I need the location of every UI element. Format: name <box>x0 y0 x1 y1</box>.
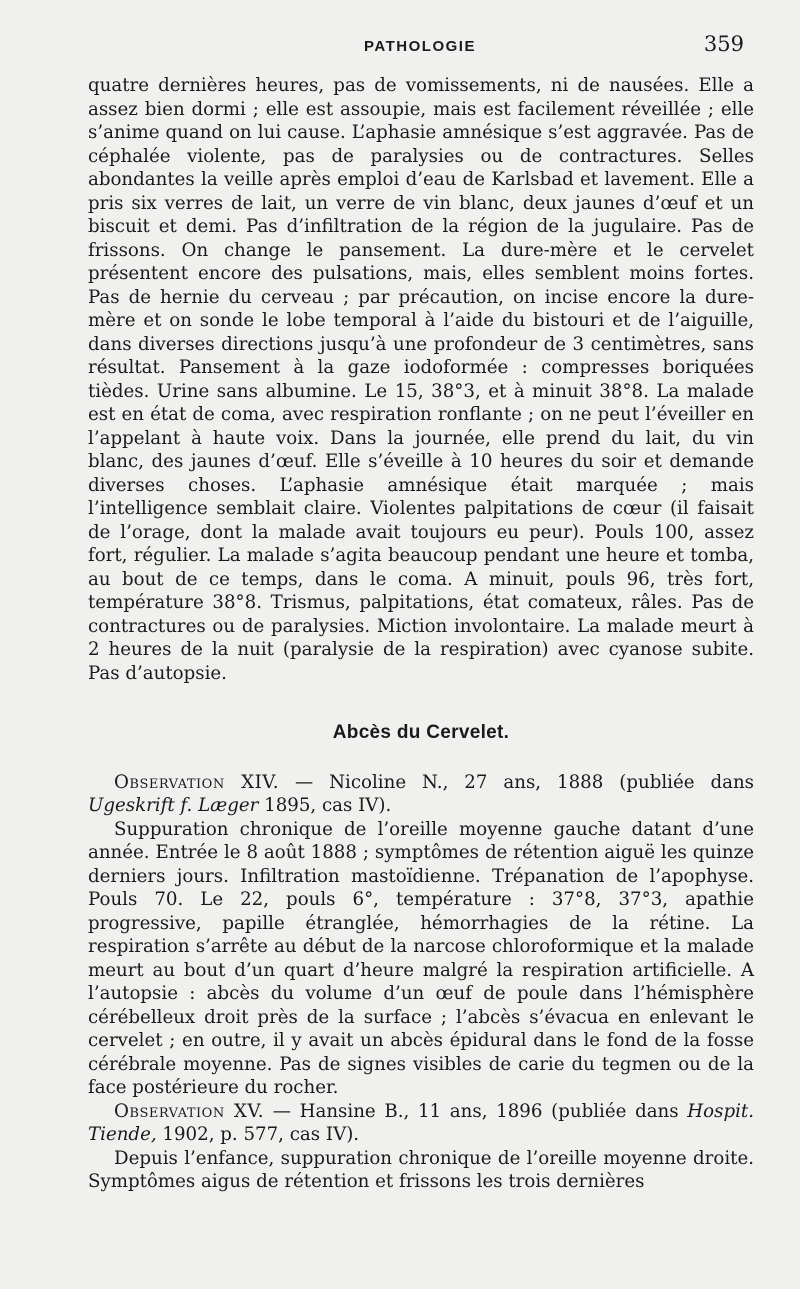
observation-citation-end: 1902, p. 577, cas IV). <box>156 1124 360 1145</box>
observation-citation-end: 1895, cas IV). <box>258 795 392 816</box>
page-number: 359 <box>703 32 744 56</box>
observation-14-heading <box>88 771 754 818</box>
observation-label: Observation XV. <box>114 1100 265 1122</box>
body-text <box>88 74 754 1194</box>
page-header <box>88 32 752 60</box>
journal-title: Ugeskrift f. Læger <box>88 795 259 816</box>
journal-title: Hospit. Tiende, <box>88 1100 754 1145</box>
observation-15-heading <box>88 1100 754 1147</box>
observation-15-body: Depuis l’enfance, suppuration chronique de l’oreille moyenne droite. Symptômes aigus de rétention et frissons les trois dernières <box>88 1147 754 1192</box>
section-heading: Abcès du Cervelet. <box>332 722 510 743</box>
observation-citation-start: — Hansine B., 11 ans, 1896 (publiée dans <box>264 1100 688 1122</box>
observation-label: Observation XIV. <box>114 771 280 793</box>
observation-citation-start: — Nicoline N., 27 ans, 1888 (publiée dans <box>279 771 754 793</box>
running-title: PATHOLOGIE <box>364 38 476 55</box>
continued-paragraph: quatre dernières heures, pas de vomissements, ni de nausées. Elle a assez bien dormi ; elle est assoupie, mais est facilement réveillée ; elle s’anime quand on lui cause. L’aphasie amnésique s’est aggravée. Pas de céphalée violente, pas de paralysies ou de contractures. Selles abondantes la veille après emploi d’eau de Karlsbad et lavement. Elle a pris six verres de lait, un verre de vin blanc, deux jaunes d’œuf et un biscuit et demi. Pas d’infiltration de la région de la jugulaire. Pas de frissons. On change le pansement. La dure-mère et le cervelet présentent encore des pulsations, mais, elles semblent moins fortes. Pas de hernie du cerveau ; par précaution, on incise encore la dure-mère et on sonde le lobe temporal à l’aide du bistouri et de l’aiguille, dans diverses directions jusqu’à une profondeur de 3 centimètres, sans résultat. Pansement à la gaze iodoformée : compresses boriquées tièdes. Urine sans albumine. Le 15, 38°3, et à minuit 38°8. La malade est en état de coma, avec respiration ronflante ; on ne peut l’éveiller en l’appelant à haute voix. Dans la journée, elle prend du lait, du vin blanc, des jaunes d’œuf. Elle s’éveille à 10 heures du soir et demande diverses choses. L’aphasie amnésique était marquée ; mais l’intelligence semblait claire. Violentes palpitations de cœur (il faisait de l’orage, dont la malade avait toujours eu peur). Pouls 100, assez fort, régulier. La malade s’agita beaucoup pendant une heure et tomba, au bout de ce temps, dans le coma. A minuit, pouls 96, très fort, température 38°8. Trismus, palpitations, état comateux, râles. Pas de contractures ou de paralysies. Miction involontaire. La malade meurt à 2 heures de la nuit (paralysie de la respiration) avec cyanose subite. Pas d’autopsie. <box>88 75 754 684</box>
observation-14-body: Suppuration chronique de l’oreille moyenne gauche datant d’une année. Entrée le 8 août 1888 ; symptômes de rétention aiguë les quinze derniers jours. Infiltration mastoïdienne. Trépanation de l’apophyse. Pouls 70. Le 22, pouls 6°, température : 37°8, 37°3, apathie progressive, papille étranglée, hémorrhagies de la rétine. La respiration s’arrête au début de la narcose chloroformique et la malade meurt au bout d’un quart d’heure malgré la respiration artificielle. A l’autopsie : abcès du volume d’un œuf de poule dans l’hémisphère cérébelleux droit près de la surface ; l’abcès s’évacua en enlevant le cervelet ; en outre, il y avait un abcès épidural dans le fond de la fosse cérébrale moyenne. Pas de signes visibles de carie du tegmen ou de la face postérieure du rocher. <box>88 818 754 1098</box>
